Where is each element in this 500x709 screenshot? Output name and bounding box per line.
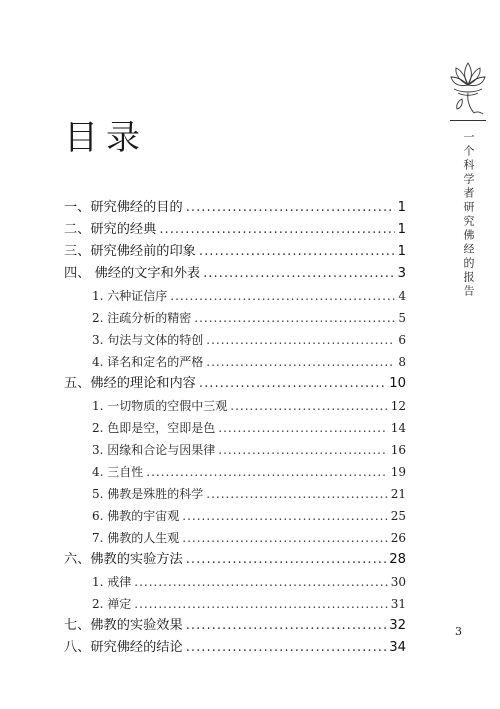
toc-entry[interactable] (64, 351, 406, 373)
toc-entry-page: 12 (390, 399, 406, 413)
toc-entry-title: 二、研究的经典 (64, 222, 157, 237)
toc-dot-leader (206, 329, 395, 351)
toc-entry-title: 4. 三自性 (92, 465, 144, 479)
toc-entry-page: 30 (390, 575, 406, 589)
toc-dot-leader (170, 285, 395, 307)
toc-entry-title: 3. 因缘和合论与因果律 (92, 443, 216, 457)
toc-entry-title: 1. 一切物质的空假中三观 (92, 399, 228, 413)
toc-entry[interactable] (64, 593, 406, 615)
toc-entry[interactable] (64, 549, 406, 571)
toc-entry[interactable] (64, 439, 406, 461)
toc-dot-leader (206, 351, 395, 373)
toc-dot-leader (186, 637, 387, 659)
toc-entry-title: 五、佛经的理论和内容 (64, 376, 196, 391)
toc-entry-title: 6. 佛教的宇宙观 (92, 509, 180, 523)
toc-entry-title: 5. 佛教是殊胜的科学 (92, 487, 204, 501)
toc-dot-leader (199, 373, 386, 395)
toc-dot-leader (186, 615, 387, 637)
toc-entry-page: 25 (390, 509, 406, 523)
toc-entry-title: 三、研究佛经前的印象 (64, 244, 196, 259)
toc-entry-page: 3 (397, 266, 406, 281)
toc-entry-title: 2. 禅定 (92, 597, 132, 611)
toc-entry[interactable] (64, 505, 406, 527)
toc-dot-leader (218, 439, 387, 461)
toc-entry[interactable] (64, 527, 406, 549)
toc-dot-leader (230, 395, 387, 417)
book-title-vertical: 一个科学者研究佛经的报告 (462, 131, 475, 299)
toc-entry[interactable] (64, 483, 406, 505)
toc-entry[interactable] (64, 615, 406, 637)
toc-dot-leader (199, 241, 395, 263)
toc-dot-leader (134, 571, 387, 593)
toc-dot-leader (134, 593, 387, 615)
toc-dot-leader (146, 461, 387, 483)
side-header (450, 55, 486, 305)
toc-entry[interactable] (64, 263, 406, 285)
toc-entry-page: 19 (390, 465, 406, 479)
toc-dot-leader (203, 263, 395, 285)
toc-entry-title: 7. 佛教的人生观 (92, 531, 180, 545)
toc-entry-page: 32 (389, 618, 406, 633)
toc-entry-title: 4. 译名和定名的严格 (92, 355, 204, 369)
toc-entry-page: 1 (397, 244, 406, 259)
toc-entry-title: 四、 佛经的文字和外表 (64, 266, 201, 281)
toc-entry[interactable] (64, 219, 406, 241)
toc-entry[interactable] (64, 241, 406, 263)
toc-entry-page: 1 (397, 200, 406, 215)
toc-entry-page: 1 (397, 222, 406, 237)
toc-entry-page: 10 (389, 376, 406, 391)
toc-entry-title: 八、研究佛经的结论 (64, 640, 183, 655)
toc-entry[interactable] (64, 461, 406, 483)
toc-entry[interactable] (64, 417, 406, 439)
toc-entry-title: 2. 注疏分析的精密 (92, 311, 192, 325)
toc-entry-title: 七、佛教的实验效果 (64, 618, 183, 633)
page-number: 3 (455, 625, 462, 638)
toc-dot-leader (182, 505, 387, 527)
toc-entry[interactable] (64, 395, 406, 417)
toc-entry-page: 21 (390, 487, 406, 501)
table-of-contents (64, 197, 406, 659)
toc-entry-page: 28 (389, 552, 406, 567)
toc-entry[interactable] (64, 373, 406, 395)
toc-entry-title: 1. 六种证信序 (92, 289, 168, 303)
toc-entry[interactable] (64, 571, 406, 593)
toc-entry-page: 8 (398, 355, 406, 369)
toc-entry[interactable] (64, 637, 406, 659)
toc-entry-page: 14 (390, 421, 406, 435)
toc-entry-title: 2. 色即是空，空即是色 (92, 421, 216, 435)
toc-dot-leader (194, 307, 395, 329)
side-rule (450, 120, 486, 121)
toc-dot-leader (186, 549, 387, 571)
page-title: 目录 (64, 118, 148, 158)
toc-entry-page: 31 (390, 597, 406, 611)
toc-entry-title: 3. 句法与文体的特创 (92, 333, 204, 347)
toc-entry[interactable] (64, 285, 406, 307)
toc-entry-title: 六、佛教的实验方法 (64, 552, 183, 567)
toc-entry-page: 5 (398, 311, 406, 325)
toc-entry-page: 26 (390, 531, 406, 545)
toc-entry[interactable] (64, 197, 406, 219)
toc-entry-title: 1. 戒律 (92, 575, 132, 589)
toc-entry-page: 34 (389, 640, 406, 655)
toc-entry-page: 16 (390, 443, 406, 457)
toc-entry-title: 一、研究佛经的目的 (64, 200, 183, 215)
toc-dot-leader (218, 417, 387, 439)
toc-dot-leader (182, 527, 387, 549)
lotus-icon (450, 55, 486, 115)
toc-dot-leader (186, 197, 395, 219)
toc-dot-leader (206, 483, 387, 505)
toc-entry-page: 6 (398, 333, 406, 347)
toc-entry[interactable] (64, 307, 406, 329)
toc-dot-leader (159, 219, 394, 241)
toc-entry-page: 4 (398, 289, 406, 303)
toc-entry[interactable] (64, 329, 406, 351)
